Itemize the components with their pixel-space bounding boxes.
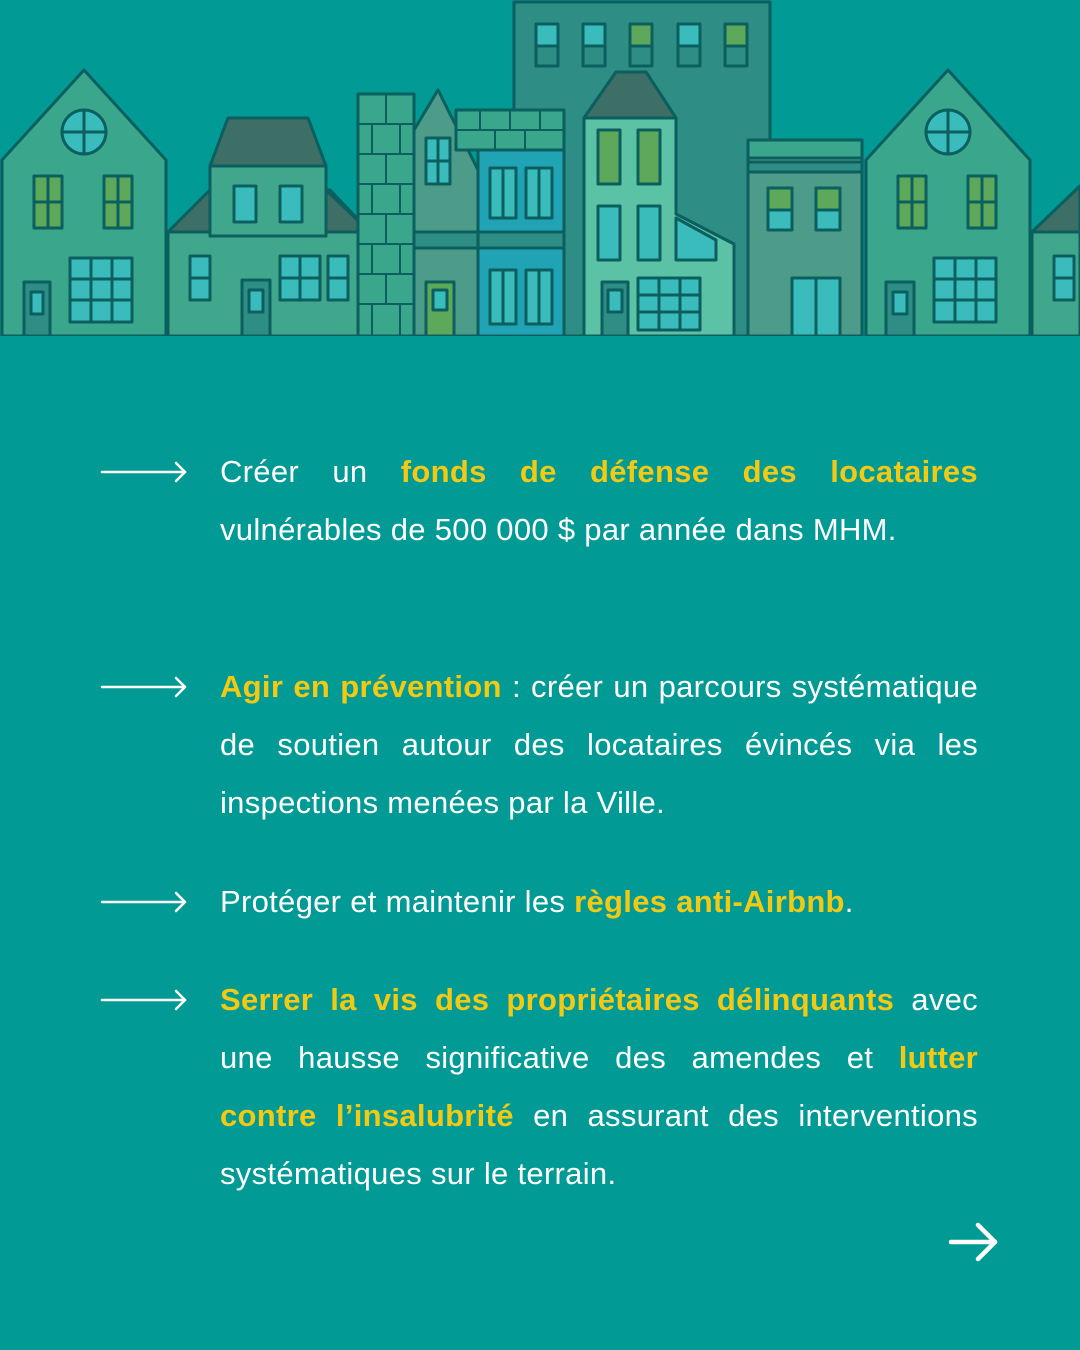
body-text: Créer un (220, 454, 401, 489)
list-item-text (220, 971, 978, 1203)
highlighted-text: Agir en prévention (220, 669, 502, 704)
list-item-text (220, 873, 978, 931)
highlighted-text: Serrer la vis des propriétaires délinquants (220, 982, 895, 1017)
body-text: Protéger et maintenir les (220, 884, 575, 919)
body-text: : créer un parcours systématique de soutien autour des locataires évincés via les inspections menées par la Ville. (220, 669, 978, 820)
body-text: . (844, 884, 854, 919)
arrow-right-icon (100, 891, 188, 913)
arrow-right-icon (100, 676, 188, 698)
highlighted-text: règles anti-Airbnb (574, 884, 845, 919)
list-item-text (220, 658, 978, 832)
arrow-right-icon (100, 989, 188, 1011)
body-text: en assurant des interventions systématiques sur le terrain. (220, 1098, 978, 1191)
arrow-right-icon (100, 461, 188, 483)
houses-illustration (0, 0, 1080, 336)
highlighted-text: lutter contre l’insalubrité (220, 1040, 978, 1133)
body-text: avec une hausse significative des amendes et (220, 982, 978, 1075)
next-arrow-icon[interactable] (948, 1221, 1000, 1263)
body-text: vulnérables de 500 000 $ par année dans MHM. (220, 512, 897, 547)
list-item-text (220, 443, 978, 559)
highlighted-text: fonds de défense des locataires (400, 454, 978, 489)
